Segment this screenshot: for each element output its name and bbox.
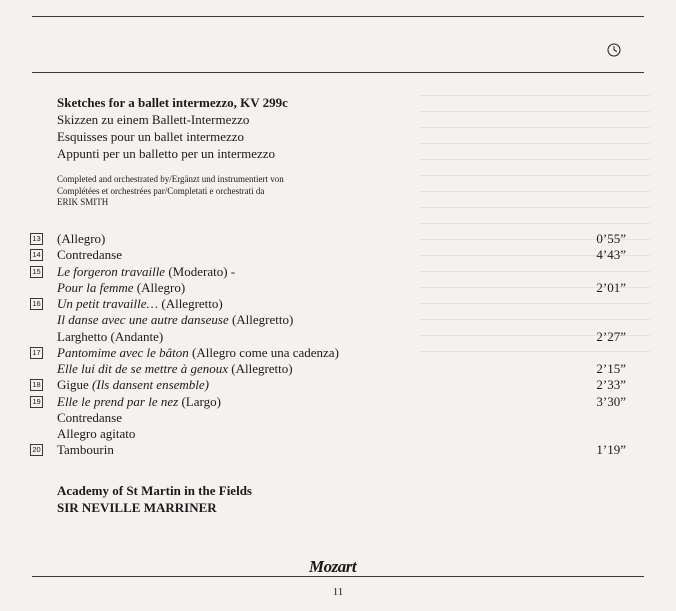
track-title bbox=[57, 312, 293, 328]
track-title-roman: Contredanse bbox=[57, 409, 122, 425]
track-duration: 2’01” bbox=[596, 279, 626, 295]
track-row bbox=[0, 361, 676, 377]
header-rule bbox=[32, 72, 644, 73]
track-row bbox=[0, 377, 676, 393]
track-row bbox=[0, 280, 676, 296]
track-duration: 2’33” bbox=[596, 377, 626, 393]
track-duration: 2’27” bbox=[596, 328, 626, 344]
track-number-box: 14 bbox=[30, 249, 43, 261]
track-number-box: 19 bbox=[30, 396, 43, 408]
track-duration: 3’30” bbox=[596, 393, 626, 409]
track-title-italic: Elle lui dit de se mettre à genoux bbox=[57, 361, 228, 376]
track-title bbox=[57, 377, 209, 393]
track-title-roman: (Largo) bbox=[178, 393, 221, 409]
track-title-italic: (Ils dansent ensemble) bbox=[92, 377, 209, 393]
track-number-box: 20 bbox=[30, 444, 43, 456]
track-row bbox=[0, 426, 676, 442]
track-number-box: 13 bbox=[30, 233, 43, 245]
work-subtitle-fr: Esquisses pour un ballet intermezzo bbox=[57, 129, 245, 144]
credits-line: Completed and orchestrated by/Ergänzt und instrumentiert von bbox=[57, 174, 284, 184]
track-title bbox=[57, 264, 235, 280]
track-number-box: 17 bbox=[30, 347, 43, 359]
track-title-italic: Pantomime avec le bâton bbox=[57, 344, 189, 360]
track-title bbox=[57, 231, 105, 247]
track-duration: 4’43” bbox=[596, 247, 626, 263]
page-number: 11 bbox=[332, 586, 344, 598]
credits-name: ERIK SMITH bbox=[57, 197, 109, 207]
track-title-roman: (Allegro come una cadenza) bbox=[188, 344, 339, 360]
track-title-roman: (Allegro) bbox=[57, 231, 106, 246]
track-title bbox=[57, 329, 163, 345]
work-subtitle-de: Skizzen zu einem Ballett-Intermezzo bbox=[57, 112, 250, 127]
track-title-roman: (Allegro) bbox=[133, 279, 186, 295]
track-title bbox=[57, 296, 223, 312]
track-row bbox=[0, 296, 676, 312]
track-title bbox=[57, 426, 135, 442]
track-row bbox=[0, 345, 676, 361]
ensemble-name: Academy of St Martin in the Fields bbox=[57, 483, 252, 498]
track-row bbox=[0, 410, 676, 426]
track-title-roman: Contredanse bbox=[57, 247, 122, 263]
track-number-box: 16 bbox=[30, 298, 43, 310]
track-row bbox=[0, 394, 676, 410]
track-title-roman: Tambourin bbox=[57, 442, 114, 458]
track-title-roman: (Allegretto) bbox=[158, 296, 223, 311]
track-title bbox=[57, 345, 339, 361]
footer-rule bbox=[32, 576, 644, 577]
track-title bbox=[57, 442, 114, 458]
track-duration: 0’55” bbox=[596, 231, 626, 246]
work-title: Sketches for a ballet intermezzo, KV 299c bbox=[57, 95, 288, 110]
track-title-italic: Il danse avec une autre danseuse bbox=[57, 312, 229, 328]
track-row bbox=[0, 231, 676, 247]
track-row bbox=[0, 442, 676, 458]
track-title-roman: Larghetto (Andante) bbox=[57, 328, 164, 344]
work-heading bbox=[57, 94, 288, 162]
mozart-signature-logo: Mozart bbox=[309, 557, 357, 576]
track-title-roman: Gigue bbox=[57, 377, 93, 393]
track-duration: 1’19” bbox=[596, 442, 626, 458]
track-number-box: 18 bbox=[30, 379, 43, 391]
track-title-italic: Le forgeron travaille bbox=[57, 263, 166, 279]
track-row bbox=[0, 247, 676, 263]
track-title bbox=[57, 394, 221, 410]
track-title-roman: (Allegretto) bbox=[228, 312, 294, 328]
track-title bbox=[57, 280, 185, 296]
track-duration: 2’15” bbox=[596, 361, 626, 376]
credits-line: Complétées et orchestrées par/Completati e orchestrati da bbox=[57, 185, 265, 196]
credits bbox=[57, 174, 284, 209]
track-title bbox=[57, 247, 122, 263]
track-title-italic: Un petit travaille… bbox=[57, 296, 159, 311]
track-title-roman: (Moderato) - bbox=[165, 263, 236, 279]
clock-icon bbox=[607, 43, 621, 57]
conductor-name: SIR NEVILLE MARRINER bbox=[57, 500, 217, 515]
track-title bbox=[57, 410, 122, 426]
track-number-box: 15 bbox=[30, 266, 43, 278]
top-rule bbox=[32, 16, 644, 17]
track-title-roman: (Allegretto) bbox=[228, 361, 293, 376]
track-row bbox=[0, 312, 676, 328]
track-row bbox=[0, 329, 676, 345]
track-title-roman: Allegro agitato bbox=[57, 426, 136, 441]
track-row bbox=[0, 264, 676, 280]
work-subtitle-it: Appunti per un balletto per un intermezzo bbox=[57, 146, 276, 161]
track-title bbox=[57, 361, 293, 377]
track-title-italic: Elle le prend par le nez bbox=[57, 393, 179, 409]
performers bbox=[57, 482, 252, 516]
track-title-italic: Pour la femme bbox=[57, 279, 134, 295]
